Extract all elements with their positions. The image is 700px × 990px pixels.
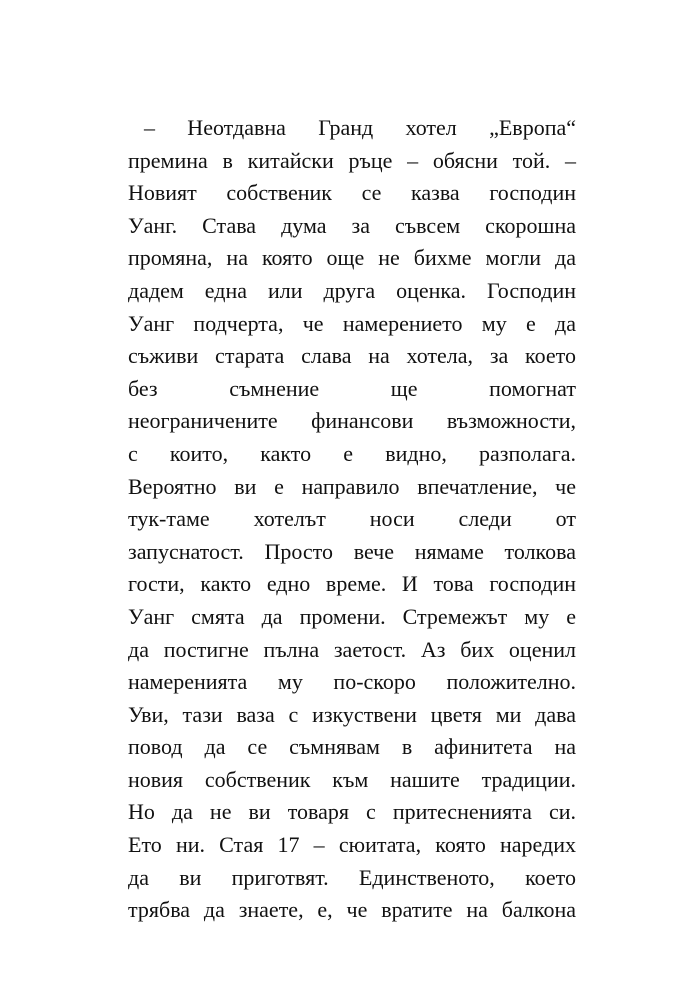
text-line: повод да се съмнявам в афинитета на <box>128 734 576 760</box>
text-line: Вероятно ви е направило впечатление, че <box>128 473 576 499</box>
text-line: Уанг. Става дума за съвсем скорошна <box>128 212 576 238</box>
text-line: без съмнение ще помогнат <box>128 375 576 401</box>
text-line: Уанг смята да промени. Стремежът му е <box>128 603 576 629</box>
text-line: Уви, тази ваза с изкуствени цветя ми дава <box>128 701 576 727</box>
text-line: промяна, на която още не бихме могли да <box>128 245 576 271</box>
text-line: новия собственик към нашите традиции. <box>128 766 576 792</box>
text-line: гости, както едно време. И това господин <box>128 571 576 597</box>
text-line: намеренията му по-скоро положително. <box>128 669 576 695</box>
text-line: трябва да знаете, е, че вратите на балкона <box>128 897 576 923</box>
text-line: съживи старата слава на хотела, за което <box>128 343 576 369</box>
text-line: Но да не ви товаря с притесненията си. <box>128 799 576 825</box>
text-line: да ви приготвят. Единственото, което <box>128 864 576 890</box>
body-text <box>128 112 576 927</box>
text-line: Уанг подчерта, че намерението му е да <box>128 310 576 336</box>
text-line: с които, както е видно, разполага. <box>128 440 576 466</box>
text-line: Новият собственик се казва господин <box>128 180 576 206</box>
text-line: премина в китайски ръце – обясни той. – <box>128 147 576 173</box>
text-line: Ето ни. Стая 17 – сюитата, която наредих <box>128 832 576 858</box>
text-line: запуснатост. Просто вече нямаме толкова <box>128 538 576 564</box>
text-line: тук-таме хотелът носи следи от <box>128 506 576 532</box>
text-line: – Неотдавна Гранд хотел „Европа“ <box>144 115 576 140</box>
text-line: дадем една или друга оценка. Господин <box>128 277 576 303</box>
text-line: неограничените финансови възможности, <box>128 408 576 434</box>
text-line: да постигне пълна заетост. Аз бих оценил <box>128 636 576 662</box>
